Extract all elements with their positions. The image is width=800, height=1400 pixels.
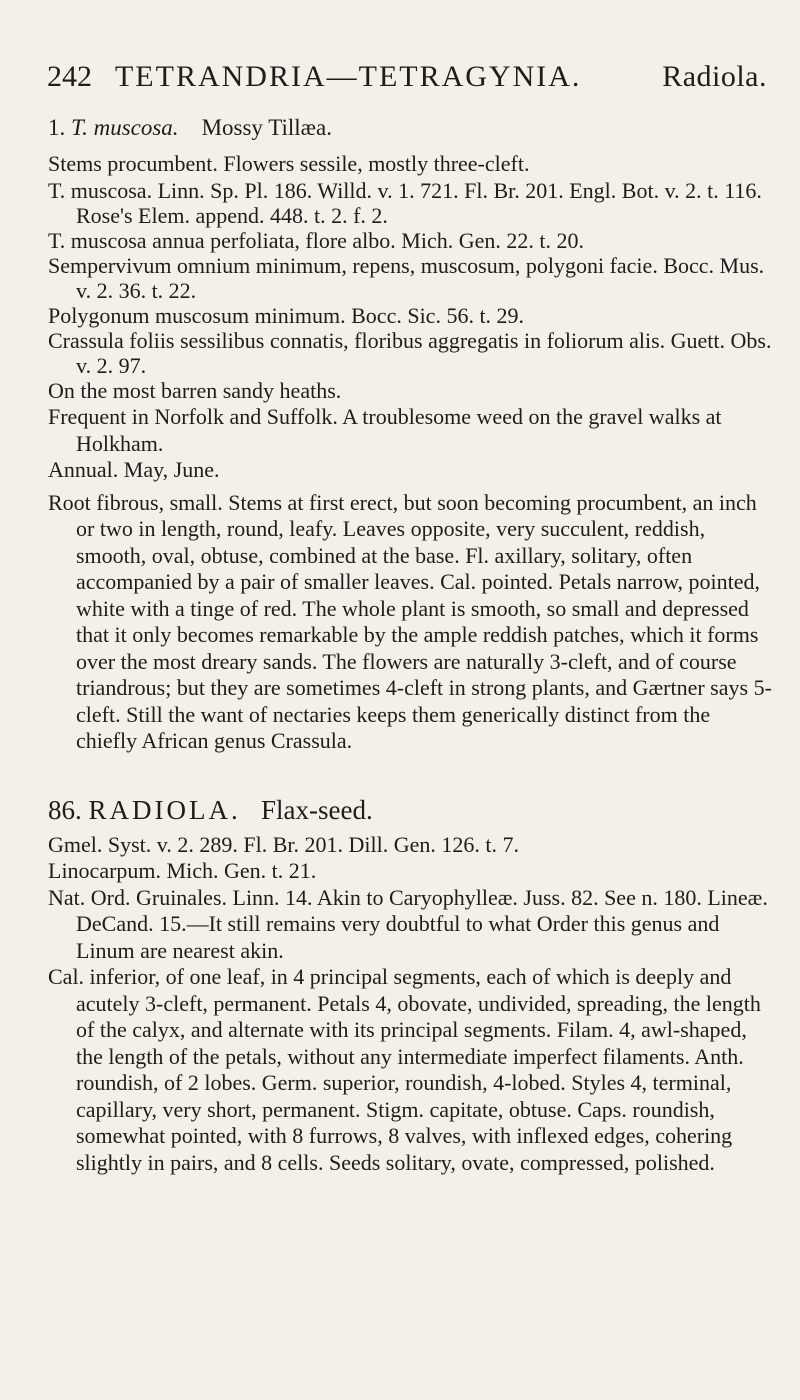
species-heading [48, 115, 773, 141]
synonym-2: T. muscosa annua perfoliata, flore albo. Mich. Gen. 22. t. 20. [48, 227, 584, 253]
page-body [48, 115, 773, 1176]
habitat-2: Frequent in Norfolk and Suffolk. A troublesome weed on the gravel walks at Holkham. [48, 404, 722, 456]
species-remarks: Root fibrous, small. Stems at first erect, but soon becoming procumbent, an inch or two in length, round, leafy. Leaves opposite, very succulent, reddish, smooth, oval, obtuse, combined at the base. Fl. axillary, solitary, often accompanied by a pair of smaller leaves. Cal. pointed. Petals narrow, pointed, white with a tinge of red. The whole plant is smooth, so small and depressed that it only becomes remarkable by the ample reddish patches, which it forms over the most dreary sands. The flowers are naturally 3-cleft, and of course triandrous; but they are sometimes 4-cleft in strong plants, and Gærtner says 5-cleft. Still the want of nectaries keeps them generically distinct from the chiefly African genus Crassula. [48, 489, 772, 753]
genus-name: RADIOLA. [88, 794, 241, 825]
genus-tag: Radiola. [662, 60, 767, 93]
genus-common-name: Flax-seed. [261, 794, 373, 825]
running-header [47, 60, 767, 94]
duration: Annual. May, June. [48, 457, 220, 482]
genus-references-2: Linocarpum. Mich. Gen. t. 21. [48, 858, 317, 883]
genus-number: 86. [48, 794, 82, 825]
synonym-3: Sempervivum omnium minimum, repens, muscosum, polygoni facie. Bocc. Mus. v. 2. 36. t. 22. [48, 252, 765, 303]
species-name: T. muscosa. [71, 115, 179, 140]
synonym-5: Crassula foliis sessilibus connatis, floribus aggregatis in foliorum alis. Guett. Obs. v. 2. 97. [48, 327, 772, 378]
natural-order: Nat. Ord. Gruinales. Linn. 14. Akin to Caryophylleæ. Juss. 82. See n. 180. Lineæ. DeCand. 15.—It still remains very doubtful to what Order this genus and Linum are nearest akin. [48, 884, 768, 963]
synonym-1: T. muscosa. Linn. Sp. Pl. 186. Willd. v. 1. 721. Fl. Br. 201. Engl. Bot. v. 2. t. 116. Rose's Elem. append. 448. t. 2. f. 2. [48, 177, 762, 228]
running-title: TETRANDRIA—TETRAGYNIA. [114, 60, 582, 93]
habitat-1: On the most barren sandy heaths. [48, 377, 342, 403]
synonym-4: Polygonum muscosum minimum. Bocc. Sic. 56. t. 29. [48, 302, 525, 328]
genus-heading [48, 795, 773, 826]
generic-characters: Cal. inferior, of one leaf, in 4 principal segments, each of which is deeply and acutely 3-cleft, permanent. Petals 4, obovate, undivided, spreading, the length of the calyx, and alternate with its principal segments. Filam. 4, awl-shaped, the length of the petals, without any intermediate imperfect filaments. Anth. roundish, of 2 lobes. Germ. superior, roundish, 4-lobed. Styles 4, terminal, capillary, very short, permanent. Stigm. capitate, obtuse. Caps. roundish, somewhat pointed, with 8 furrows, 8 valves, with inflexed edges, cohering slightly in pairs, and 8 cells. Seeds solitary, ovate, compressed, polished. [48, 964, 761, 1175]
species-common-name: Mossy Tillæa. [201, 115, 332, 140]
species-description: Stems procumbent. Flowers sessile, mostly three-cleft. [48, 151, 530, 176]
page-number: 242 [47, 60, 92, 93]
genus-references-1: Gmel. Syst. v. 2. 289. Fl. Br. 201. Dill. Gen. 126. t. 7. [48, 831, 519, 857]
species-number: 1. [48, 115, 66, 140]
